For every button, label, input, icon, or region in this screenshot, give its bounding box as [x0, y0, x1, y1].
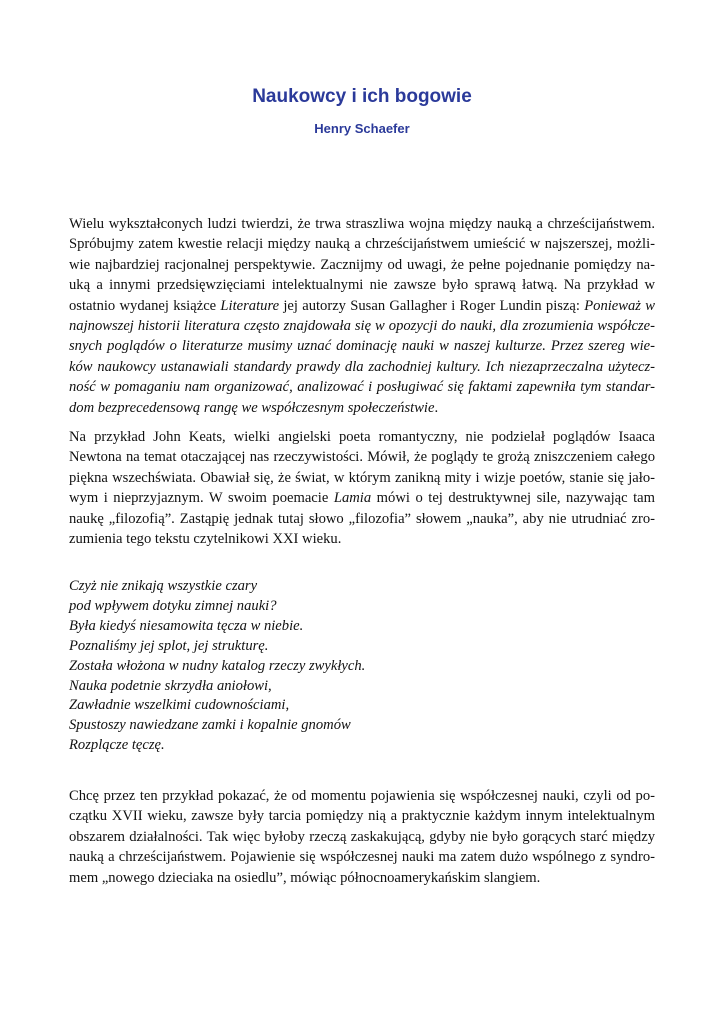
paragraph-intro	[69, 214, 655, 418]
text-line	[69, 488, 655, 508]
text-line: uką a innymi przedsięwzięciami intelektualnymi nie zawsze było sprawą łatwą. Na przykład w	[69, 277, 655, 294]
text-line: nauką a chrześcijaństwem. Pojawienie się współczesnej nauki ma zatem dużo wspólnego z syndro-	[69, 849, 655, 866]
quote-segment: Ponieważ w	[584, 297, 655, 314]
paragraph-keats	[69, 427, 655, 549]
text-segment: ostatnio wydanej książce	[69, 297, 221, 314]
text-line: Chcę przez ten przykład pokazać, że od momentu pojawienia się współczesnej nauki, czyli od po-	[69, 788, 655, 804]
book-title: Literature	[220, 297, 280, 314]
text-segment: wym i nieprzyjaznym. W swoim poemacie	[69, 490, 334, 507]
poem-line: Nauka podetnie skrzydła aniołowi,	[69, 677, 272, 694]
paragraph-conclusion	[69, 786, 655, 888]
text-line: Spróbujmy zatem kwestie relacji między nauką a chrześcijaństwem umieścić w najszerszej, możli-	[69, 236, 655, 253]
quote-line: ków naukowcy ustanawiali standardy prawdy dla zachodniej kultury. Ich niezaprzeczalna użytecz-	[69, 358, 655, 375]
text-line: piękna wszechświata. Obawiał się, że świat, w którym zanikną mity i wizje poetów, stanie się jało-	[69, 469, 655, 486]
text-line	[69, 296, 655, 316]
text-line: obszarem działalności. Tak więc byłoby rzeczą zaskakującą, gdyby nie było gorących starć między	[69, 828, 655, 845]
poem-line: pod wpływem dotyku zimnej nauki?	[69, 597, 277, 614]
poem-line: Była kiedyś niesamowita tęcza w niebie.	[69, 617, 304, 634]
article-title: Naukowcy i ich bogowie	[252, 86, 472, 107]
author-name: Henry Schaefer	[314, 121, 410, 136]
quote-segment: dom bezprecedensową rangę we współczesnym społeczeństwie	[69, 399, 435, 416]
text-segment: jej autorzy Susan Gallagher i Roger Lundin piszą:	[279, 297, 585, 314]
poem-quote	[69, 577, 655, 756]
quote-line: snych poglądów o literaturze musimy uznać dominację nauki w naszej kulturze. Przez szereg wie-	[69, 338, 655, 355]
poem-line: Spustoszy nawiedzane zamki i kopalnie gnomów	[69, 717, 351, 734]
text-line: naukę „filozofią”. Zastąpię jednak tutaj słowo „filozofia” słowem „nauka”, aby nie utrudniać zro-	[69, 510, 655, 527]
poem-line: Czyż nie znikają wszystkie czary	[69, 578, 258, 594]
text-line: mem „nowego dzieciaka na osiedlu”, mówiąc północnoamerykańskim slangiem.	[69, 869, 541, 886]
quote-line: najnowszej historii literatura często znajdowała się w opozycji do nauki, dla zrozumienia współcze-	[69, 318, 655, 335]
text-line: czątku XVII wieku, zawsze były tarcia pomiędzy nią a praktycznie każdym innym intelektualnym	[69, 808, 655, 825]
text-segment: mówi o tej destruktywnej sile, nazywając tam	[371, 490, 656, 507]
poem-title: Lamia	[333, 490, 372, 507]
text-line: Na przykład John Keats, wielki angielski poeta romantyczny, nie podzielał poglądów Isaaca	[69, 429, 655, 445]
text-line	[69, 398, 655, 418]
text-line: Wielu wykształconych ludzi twierdzi, że trwa straszliwa wojna między nauką a chrześcijaństwem.	[69, 216, 655, 232]
text-line: zumienia tego tekstu czytelnikowi XXI wieku.	[69, 531, 342, 548]
poem-line: Została włożona w nudny katalog rzeczy zwykłych.	[69, 657, 366, 674]
poem-line: Zawładnie wszelkimi cudownościami,	[69, 697, 290, 714]
text-line: Newtona na temat otaczającej nas rzeczywistości. Mówił, że poglądy te grożą zniszczeniem całego	[69, 449, 655, 466]
quote-line: ność w pomaganiu nam organizować, analizować i posługiwać się faktami zapewniła tym standar-	[69, 379, 655, 396]
poem-line: Poznaliśmy jej splot, jej strukturę.	[69, 637, 269, 654]
poem-line: Rozplącze tęczę.	[69, 737, 165, 754]
text-line: wie najbardziej racjonalnej perspektywie. Zacznijmy od uwagi, że pełne pojednanie pomiędzy na-	[69, 256, 655, 273]
text-segment: .	[434, 399, 439, 416]
